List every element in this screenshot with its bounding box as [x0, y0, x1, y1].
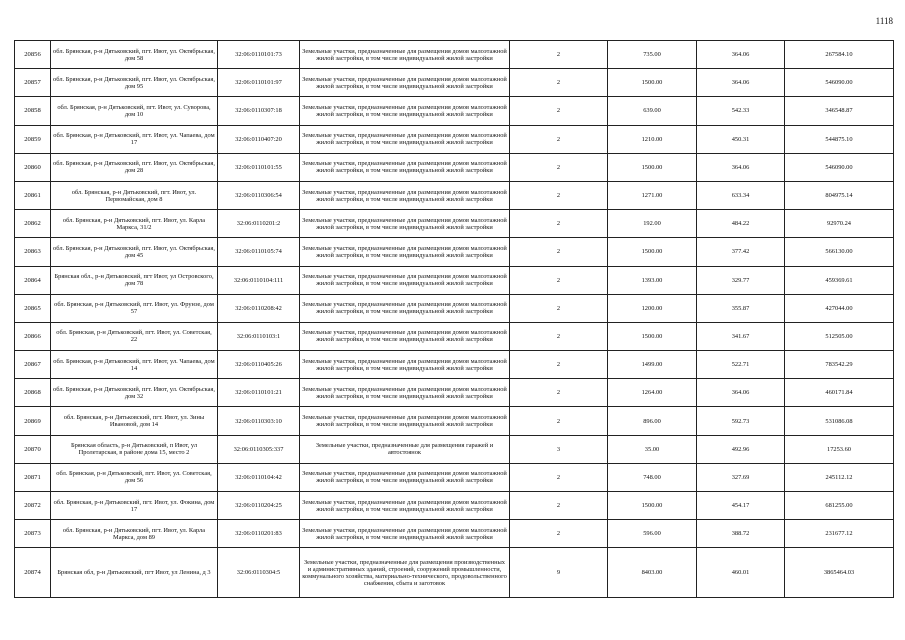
table-row: [15, 97, 894, 125]
row-area: 639.00: [608, 97, 697, 125]
row-number: 20866: [15, 322, 51, 350]
row-specific-value: 377.42: [697, 238, 785, 266]
row-group: 2: [510, 351, 608, 379]
table-row: [15, 407, 894, 435]
table-row: [15, 210, 894, 238]
row-number: 20864: [15, 266, 51, 294]
row-specific-value: 484.22: [697, 210, 785, 238]
row-number: 20861: [15, 181, 51, 209]
row-area: 596.00: [608, 520, 697, 548]
row-cadastral-number: 32:06:0110105:74: [218, 238, 300, 266]
row-cadastral-value: 531086.08: [785, 407, 894, 435]
row-cadastral-number: 32:06:0110405:26: [218, 351, 300, 379]
row-cadastral-value: 544875.10: [785, 125, 894, 153]
row-specific-value: 364.06: [697, 153, 785, 181]
row-area: 8403.00: [608, 548, 697, 598]
table-row: [15, 181, 894, 209]
row-number: 20872: [15, 492, 51, 520]
table-row: [15, 41, 894, 69]
row-specific-value: 542.33: [697, 97, 785, 125]
row-specific-value: 633.34: [697, 181, 785, 209]
row-cadastral-number: 32:06:0110103:1: [218, 322, 300, 350]
row-area: 748.00: [608, 463, 697, 491]
row-cadastral-number: 32:06:0110208:42: [218, 294, 300, 322]
row-address: обл. Брянская, р-н Дятьковский, пгт. Ивот, ул. Октябрьская, дом 32: [51, 379, 218, 407]
row-group: 9: [510, 548, 608, 598]
row-cadastral-number: 32:06:0110101:97: [218, 69, 300, 97]
row-number: 20868: [15, 379, 51, 407]
row-area: 1499.00: [608, 351, 697, 379]
row-cadastral-number: 32:06:0110307:18: [218, 97, 300, 125]
row-address: Брянская обл, р-н Дятьковский, пгт Ивот, ул Ленина, д 3: [51, 548, 218, 598]
row-number: 20857: [15, 69, 51, 97]
row-specific-value: 327.69: [697, 463, 785, 491]
row-land-use: Земельные участки, предназначенные для размещения домов малоэтажной жилой застройки, в том числе индивидуальной жилой застройки: [300, 266, 510, 294]
row-cadastral-value: 3865464.03: [785, 548, 894, 598]
table-row: [15, 266, 894, 294]
row-number: 20863: [15, 238, 51, 266]
row-specific-value: 450.31: [697, 125, 785, 153]
row-group: 2: [510, 153, 608, 181]
row-land-use: Земельные участки, предназначенные для размещения производственных и административных зданий, строений, сооружений промышленности, коммунального хозяйства, материально-технического, продовольственного снабжения, сбыта и заготовок: [300, 548, 510, 598]
table-row: [15, 463, 894, 491]
row-group: 2: [510, 520, 608, 548]
row-land-use: Земельные участки, предназначенные для размещения домов малоэтажной жилой застройки, в том числе индивидуальной жилой застройки: [300, 322, 510, 350]
row-specific-value: 388.72: [697, 520, 785, 548]
table-row: [15, 153, 894, 181]
row-group: 2: [510, 238, 608, 266]
row-address: обл. Брянская, р-н Дятьковский, пгт. Ивот, ул. Октябрьская, дом 95: [51, 69, 218, 97]
row-number: 20867: [15, 351, 51, 379]
row-number: 20869: [15, 407, 51, 435]
row-address: обл. Брянская, р-н Дятьковский, пгт. Ивот, ул. Карла Маркса, 31/2: [51, 210, 218, 238]
row-address: обл. Брянская, р-н Дятьковский, пгт. Ивот, ул. Зины Ивановой, дом 14: [51, 407, 218, 435]
row-number: 20871: [15, 463, 51, 491]
row-cadastral-value: 231677.12: [785, 520, 894, 548]
row-address: обл. Брянская, р-н Дятьковский, пгт. Ивот, ул. Советская, дом 56: [51, 463, 218, 491]
row-area: 192.00: [608, 210, 697, 238]
row-cadastral-number: 32:06:0110305:337: [218, 435, 300, 463]
row-group: 2: [510, 463, 608, 491]
table-row: [15, 69, 894, 97]
row-specific-value: 364.06: [697, 69, 785, 97]
row-group: 2: [510, 41, 608, 69]
row-number: 20870: [15, 435, 51, 463]
row-address: Брянская обл., р-н Дятьковский, пгт Ивот, ул Островского, дом 78: [51, 266, 218, 294]
row-cadastral-number: 32:06:0110306:54: [218, 181, 300, 209]
row-cadastral-value: 546090.00: [785, 153, 894, 181]
row-land-use: Земельные участки, предназначенные для размещения домов малоэтажной жилой застройки, в том числе индивидуальной жилой застройки: [300, 492, 510, 520]
row-group: 2: [510, 294, 608, 322]
row-land-use: Земельные участки, предназначенные для размещения домов малоэтажной жилой застройки, в том числе индивидуальной жилой застройки: [300, 210, 510, 238]
row-group: 2: [510, 322, 608, 350]
table-row: [15, 294, 894, 322]
row-address: обл. Брянская, р-н Дятьковский, пгт. Ивот, ул. Советская, 22: [51, 322, 218, 350]
row-area: 896.00: [608, 407, 697, 435]
row-land-use: Земельные участки, предназначенные для размещения домов малоэтажной жилой застройки, в том числе индивидуальной жилой застройки: [300, 125, 510, 153]
row-address: обл. Брянская, р-н Дятьковский, пгт. Ивот, ул. Фокина, дом 17: [51, 492, 218, 520]
row-number: 20859: [15, 125, 51, 153]
row-area: 35.00: [608, 435, 697, 463]
row-cadastral-number: 32:06:0110101:73: [218, 41, 300, 69]
row-cadastral-value: 681255.00: [785, 492, 894, 520]
row-land-use: Земельные участки, предназначенные для размещения домов малоэтажной жилой застройки, в том числе индивидуальной жилой застройки: [300, 407, 510, 435]
table-row: [15, 379, 894, 407]
row-cadastral-number: 32:06:0110104:42: [218, 463, 300, 491]
row-specific-value: 364.06: [697, 379, 785, 407]
row-specific-value: 492.96: [697, 435, 785, 463]
row-area: 1500.00: [608, 492, 697, 520]
row-cadastral-value: 546090.00: [785, 69, 894, 97]
row-land-use: Земельные участки, предназначенные для размещения домов малоэтажной жилой застройки, в том числе индивидуальной жилой застройки: [300, 97, 510, 125]
row-cadastral-number: 32:06:0110304:5: [218, 548, 300, 598]
row-area: 1271.00: [608, 181, 697, 209]
table-row: [15, 492, 894, 520]
row-cadastral-value: 512505.00: [785, 322, 894, 350]
row-cadastral-value: 460171.84: [785, 379, 894, 407]
row-address: обл. Брянская, р-н Дятьковский, пгт. Ивот, ул. Чапаева, дом 14: [51, 351, 218, 379]
row-area: 1500.00: [608, 153, 697, 181]
row-land-use: Земельные участки, предназначенные для размещения домов малоэтажной жилой застройки, в том числе индивидуальной жилой застройки: [300, 181, 510, 209]
row-address: обл. Брянская, р-н Дятьковский, пгт. Ивот, ул. Чапаева, дом 17: [51, 125, 218, 153]
row-area: 1264.00: [608, 379, 697, 407]
row-cadastral-value: 17253.60: [785, 435, 894, 463]
row-number: 20862: [15, 210, 51, 238]
table-row: [15, 351, 894, 379]
row-cadastral-value: 566130.00: [785, 238, 894, 266]
row-group: 3: [510, 435, 608, 463]
row-land-use: Земельные участки, предназначенные для размещения домов малоэтажной жилой застройки, в том числе индивидуальной жилой застройки: [300, 351, 510, 379]
row-number: 20858: [15, 97, 51, 125]
row-group: 2: [510, 181, 608, 209]
row-group: 2: [510, 492, 608, 520]
table-row: [15, 238, 894, 266]
row-group: 2: [510, 125, 608, 153]
cadastral-value-table: [14, 40, 894, 598]
row-number: 20856: [15, 41, 51, 69]
row-group: 2: [510, 407, 608, 435]
row-address: обл. Брянская, р-н Дятьковский, пгт. Ивот, ул. Карла Маркса, дом 89: [51, 520, 218, 548]
row-land-use: Земельные участки, предназначенные для размещения домов малоэтажной жилой застройки, в том числе индивидуальной жилой застройки: [300, 463, 510, 491]
row-cadastral-number: 32:06:0110101:21: [218, 379, 300, 407]
row-cadastral-number: 32:06:0110303:10: [218, 407, 300, 435]
row-area: 1393.00: [608, 266, 697, 294]
row-group: 2: [510, 266, 608, 294]
row-cadastral-value: 92970.24: [785, 210, 894, 238]
page-number: 1118: [875, 16, 893, 26]
row-land-use: Земельные участки, предназначенные для размещения гаражей и автостоянок: [300, 435, 510, 463]
row-land-use: Земельные участки, предназначенные для размещения домов малоэтажной жилой застройки, в том числе индивидуальной жилой застройки: [300, 153, 510, 181]
table-row: [15, 125, 894, 153]
row-land-use: Земельные участки, предназначенные для размещения домов малоэтажной жилой застройки, в том числе индивидуальной жилой застройки: [300, 69, 510, 97]
row-specific-value: 454.17: [697, 492, 785, 520]
row-specific-value: 341.67: [697, 322, 785, 350]
row-address: обл. Брянская, р-н Дятьковский, пгт. Ивот, ул. Фрунзе, дом 57: [51, 294, 218, 322]
row-group: 2: [510, 210, 608, 238]
row-cadastral-value: 459369.61: [785, 266, 894, 294]
table-row: [15, 548, 894, 598]
row-specific-value: 592.73: [697, 407, 785, 435]
row-cadastral-number: 32:06:0110101:55: [218, 153, 300, 181]
row-land-use: Земельные участки, предназначенные для размещения домов малоэтажной жилой застройки, в том числе индивидуальной жилой застройки: [300, 520, 510, 548]
table-row: [15, 520, 894, 548]
row-cadastral-value: 427044.00: [785, 294, 894, 322]
row-cadastral-number: 32:06:0110201:83: [218, 520, 300, 548]
row-cadastral-value: 804975.14: [785, 181, 894, 209]
row-group: 2: [510, 97, 608, 125]
row-specific-value: 460.01: [697, 548, 785, 598]
row-cadastral-value: 245112.12: [785, 463, 894, 491]
row-cadastral-number: 32:06:0110201:2: [218, 210, 300, 238]
table-body: [15, 41, 894, 598]
row-address: обл. Брянская, р-н Дятьковский, пгт. Ивот, ул. Октябрьская, дом 28: [51, 153, 218, 181]
row-group: 2: [510, 69, 608, 97]
table-row: [15, 322, 894, 350]
row-number: 20874: [15, 548, 51, 598]
row-cadastral-value: 267584.10: [785, 41, 894, 69]
row-cadastral-number: 32:06:0110104:111: [218, 266, 300, 294]
row-specific-value: 522.71: [697, 351, 785, 379]
row-cadastral-number: 32:06:0110407:20: [218, 125, 300, 153]
row-number: 20865: [15, 294, 51, 322]
row-group: 2: [510, 379, 608, 407]
row-number: 20860: [15, 153, 51, 181]
row-land-use: Земельные участки, предназначенные для размещения домов малоэтажной жилой застройки, в том числе индивидуальной жилой застройки: [300, 41, 510, 69]
row-land-use: Земельные участки, предназначенные для размещения домов малоэтажной жилой застройки, в том числе индивидуальной жилой застройки: [300, 294, 510, 322]
row-address: обл. Брянская, р-н Дятьковский, пгт. Ивот, ул. Первомайская, дом 8: [51, 181, 218, 209]
row-specific-value: 355.87: [697, 294, 785, 322]
row-specific-value: 329.77: [697, 266, 785, 294]
row-land-use: Земельные участки, предназначенные для размещения домов малоэтажной жилой застройки, в том числе индивидуальной жилой застройки: [300, 379, 510, 407]
row-address: Брянская область, р-н Дятьковский, п Ивот, ул Пролетарская, в районе дома 15, место 2: [51, 435, 218, 463]
row-cadastral-value: 783542.29: [785, 351, 894, 379]
table-row: [15, 435, 894, 463]
row-land-use: Земельные участки, предназначенные для размещения домов малоэтажной жилой застройки, в том числе индивидуальной жилой застройки: [300, 238, 510, 266]
row-address: обл. Брянская, р-н Дятьковский, пгт. Ивот, ул. Октябрьская, дом 45: [51, 238, 218, 266]
row-area: 735.00: [608, 41, 697, 69]
row-number: 20873: [15, 520, 51, 548]
row-area: 1200.00: [608, 294, 697, 322]
row-cadastral-number: 32:06:0110204:25: [218, 492, 300, 520]
row-area: 1500.00: [608, 238, 697, 266]
row-address: обл. Брянская, р-н Дятьковский, пгт. Ивот, ул. Октябрьская, дом 58: [51, 41, 218, 69]
row-address: обл. Брянская, р-н Дятьковский, пгт. Ивот, ул. Суворова, дом 10: [51, 97, 218, 125]
row-area: 1210.00: [608, 125, 697, 153]
row-specific-value: 364.06: [697, 41, 785, 69]
row-area: 1500.00: [608, 69, 697, 97]
row-cadastral-value: 346548.87: [785, 97, 894, 125]
row-area: 1500.00: [608, 322, 697, 350]
